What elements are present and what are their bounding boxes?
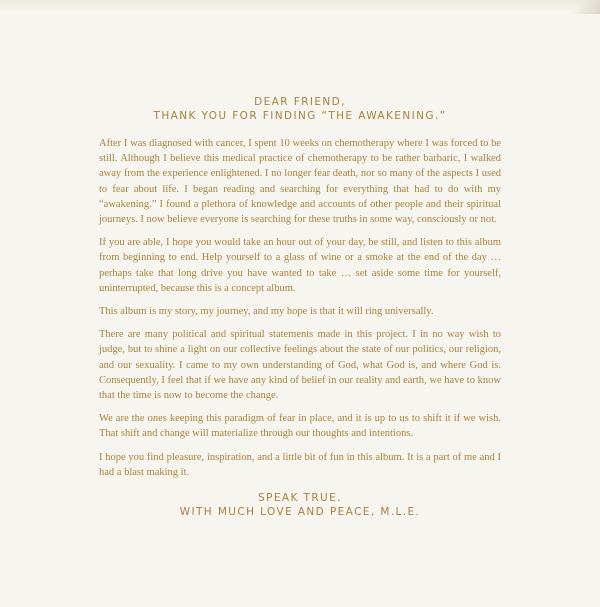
- signoff-signature: WITH MUCH LOVE AND PEACE, M.L.E.: [179, 506, 421, 518]
- letter-heading: [0, 95, 600, 123]
- letter-paragraph: After I was diagnosed with cancer, I spent 10 weeks on chemotherapy where I was forced to be still. Although I believe this medical practice of chemotherapy to be rather barbaric, I walked away from the experience enlightened. I no longer fear death, nor so many of the aspects I used to fear about life. I began reading and searching for everything that had to do with my “awakening.” I found a plethora of knowledge and accounts of other people and their spiritual journeys. I now believe everyone is searching for these truths in some way, consciously or not.: [99, 138, 501, 226]
- page-edge-shadow: [0, 0, 600, 10]
- letter-paragraph: If you are able, I hope you would take an hour out of your day, be still, and listen to this album from beginning to end. Help yourself to a glass of wine or a smoke at the end of the day … perhaps take that long drive you have wanted to take … set aside some time for yourself, uninterrupted, because this is a concept album.: [99, 237, 501, 294]
- signoff-motto: SPEAK TRUE.: [258, 492, 342, 504]
- heading-thanks: THANK YOU FOR FINDING “THE AWAKENING.”: [153, 110, 447, 122]
- heading-greeting: DEAR FRIEND,: [254, 96, 346, 108]
- letter-signoff: [0, 491, 600, 519]
- letter-paragraph: I hope you find pleasure, inspiration, and a little bit of fun in this album. It is a part of me and I had a blast making it.: [99, 451, 501, 478]
- letter-body: [99, 136, 501, 488]
- letter-paragraph: We are the ones keeping this paradigm of fear in place, and it is up to us to shift it if we wish. That shift and change will materialize through our thoughts and intentions.: [99, 413, 501, 440]
- letter-paragraph: There are many political and spiritual statements made in this project. I in no way wish to judge, but to shine a light on our collective feelings about the state of our politics, our religion, and our sexuality. I came to my own understanding of God, what God is, and where God is. Consequently, I feel that if we have any kind of belief in our reality and earth, we have to know that the time is now to become the change.: [99, 329, 501, 402]
- page-corner-shadow: [560, 0, 600, 14]
- letter-paragraph: This album is my story, my journey, and my hope is that it will ring universally.: [99, 306, 434, 318]
